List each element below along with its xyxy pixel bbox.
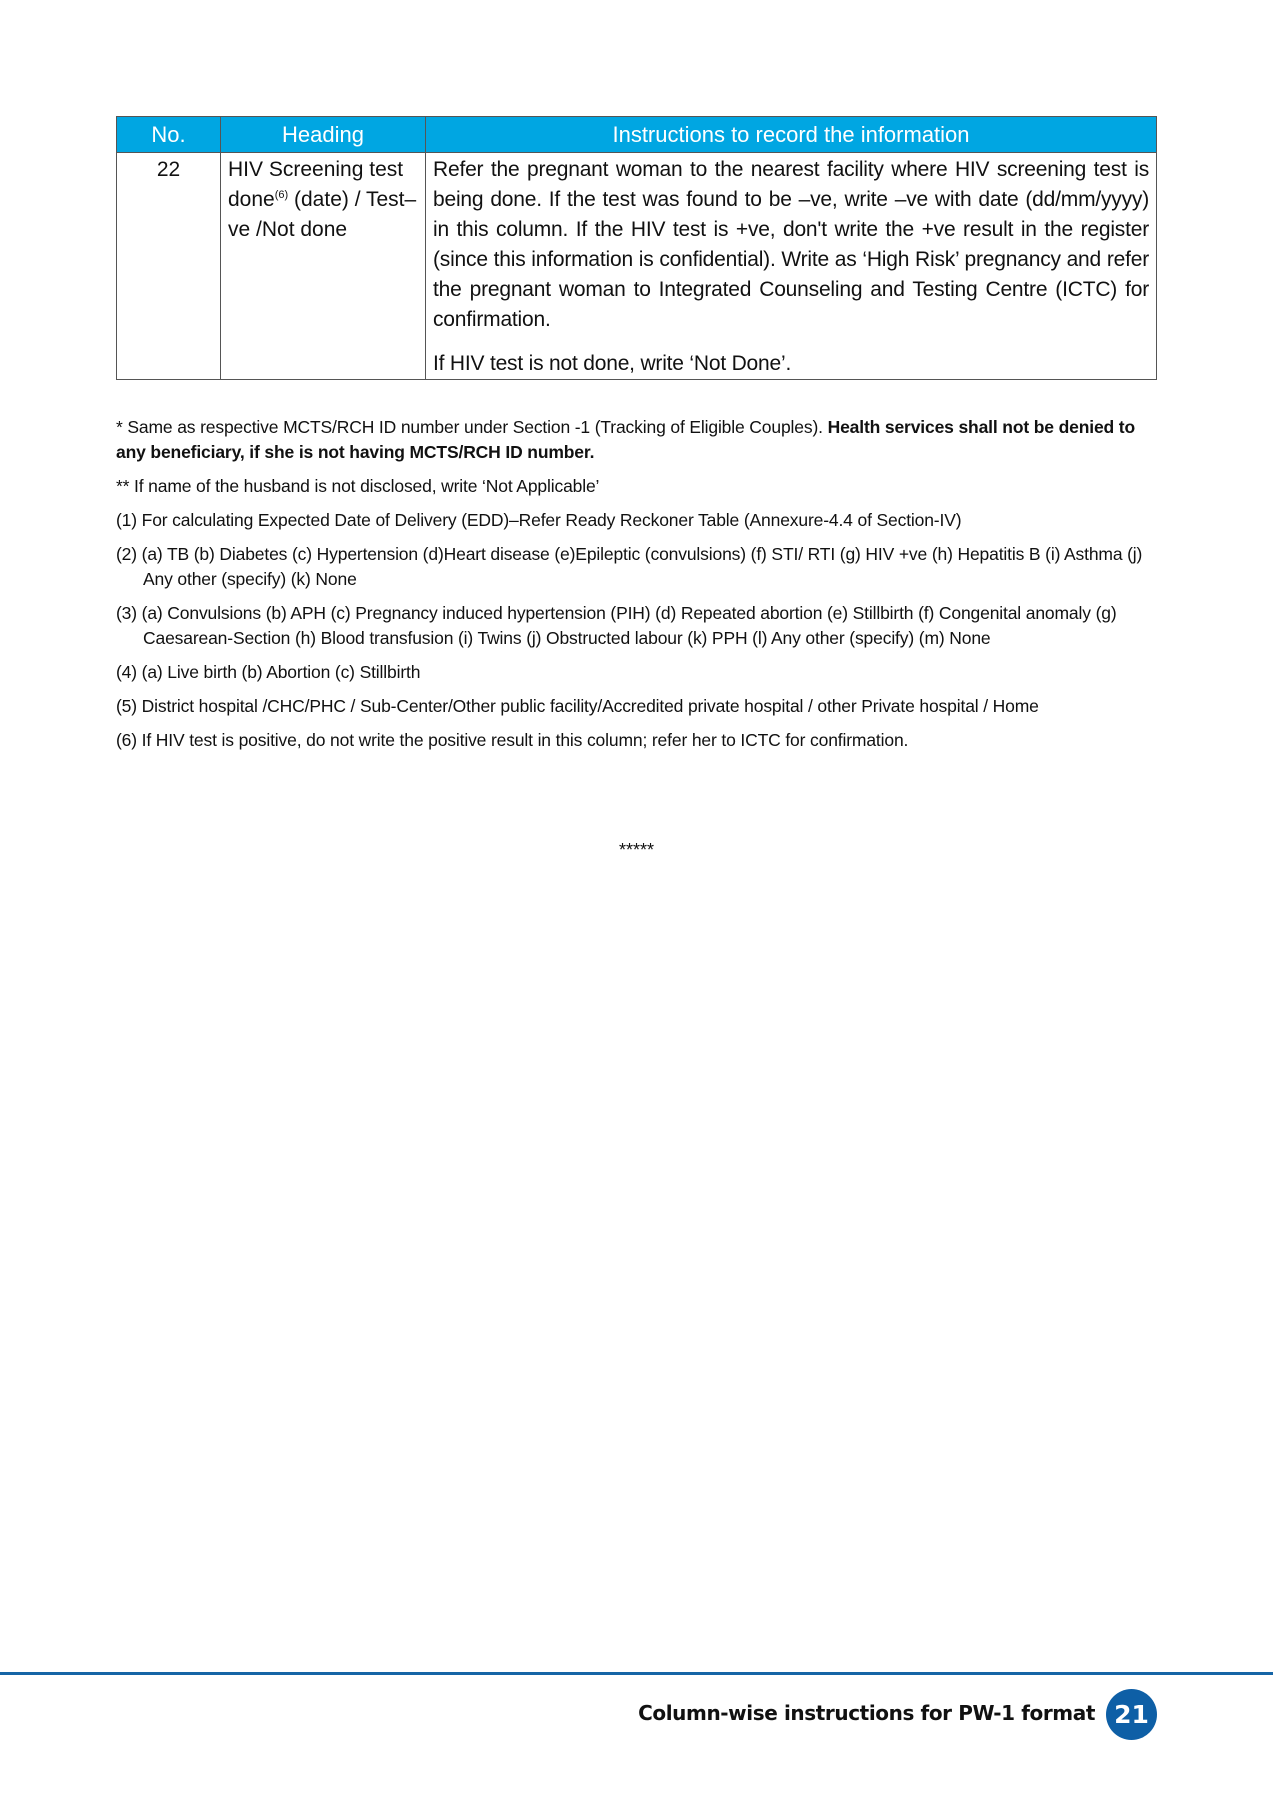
heading-rest: (date) / Test–ve /Not done	[228, 188, 417, 241]
instruction-paragraph: Refer the pregnant woman to the nearest facility where HIV screening test is being done. If the test was found to be –ve, write –ve with date (dd/mm/yyyy) in this column. If the HIV test is +ve, don't write the +ve result in the register (since this information is confidential). Write as ‘High Risk’ pregnancy and refer the pregnant woman to Integrated Counseling and Testing Centre (ICTC) for confirmation.	[433, 158, 1149, 331]
star-note-bold: Health services shall not be denied to any beneficiary, if she is not having MCTS/RCH ID number.	[116, 417, 1136, 462]
column-header-instructions: Instructions to record the information	[426, 117, 1157, 153]
footnote-ref: (6)	[274, 189, 289, 201]
footnotes	[116, 415, 1156, 762]
footnote-4: (4) (a) Live birth (b) Abortion (c) Stillbirth	[116, 662, 421, 682]
page-number-badge: 21	[1106, 1689, 1157, 1740]
star-note	[116, 415, 1156, 465]
double-star-note: ** If name of the husband is not disclosed, write ‘Not Applicable’	[116, 476, 600, 496]
row-instructions	[426, 153, 1157, 380]
column-header-heading: Heading	[221, 117, 426, 153]
instructions-table	[116, 116, 1157, 380]
footnote-1: (1) For calculating Expected Date of Delivery (EDD)–Refer Ready Reckoner Table (Annexure-4.4 of Section-IV)	[116, 510, 962, 530]
row-number: 22	[117, 153, 221, 380]
heading-main: HIV Screening test done	[228, 158, 404, 211]
footnote-5: (5) District hospital /CHC/PHC / Sub-Center/Other public facility/Accredited private hospital / other Private hospital / Home	[116, 696, 1039, 716]
footnote-3: (3) (a) Convulsions (b) APH (c) Pregnancy induced hypertension (PIH) (d) Repeated abortion (e) Stillbirth (f) Congenital anomaly (g) Caesarean-Section (h) Blood transfusion (i) Twins (j) Obstructed labour (k) PPH (l) Any other (specify) (m) None	[116, 603, 1117, 648]
column-header-no: No.	[117, 117, 221, 153]
footnote-6: (6) If HIV test is positive, do not write the positive result in this column; refer her to ICTC for confirmation.	[116, 730, 909, 750]
instruction-paragraph: If HIV test is not done, write ‘Not Done’.	[433, 352, 792, 375]
footer-title: Column-wise instructions for PW-1 format	[638, 1701, 1095, 1725]
end-marker: *****	[618, 840, 655, 860]
footer-divider	[0, 1672, 1273, 1675]
star-note-text: * Same as respective MCTS/RCH ID number under Section -1 (Tracking of Eligible Couples).	[116, 417, 823, 437]
table-header-row	[117, 117, 1157, 153]
table-row	[117, 153, 1157, 380]
row-heading	[221, 153, 426, 380]
footnote-2: (2) (a) TB (b) Diabetes (c) Hypertension (d)Heart disease (e)Epileptic (convulsions) (f) STI/ RTI (g) HIV +ve (h) Hepatitis B (i) Asthma (j) Any other (specify) (k) None	[116, 544, 1143, 589]
